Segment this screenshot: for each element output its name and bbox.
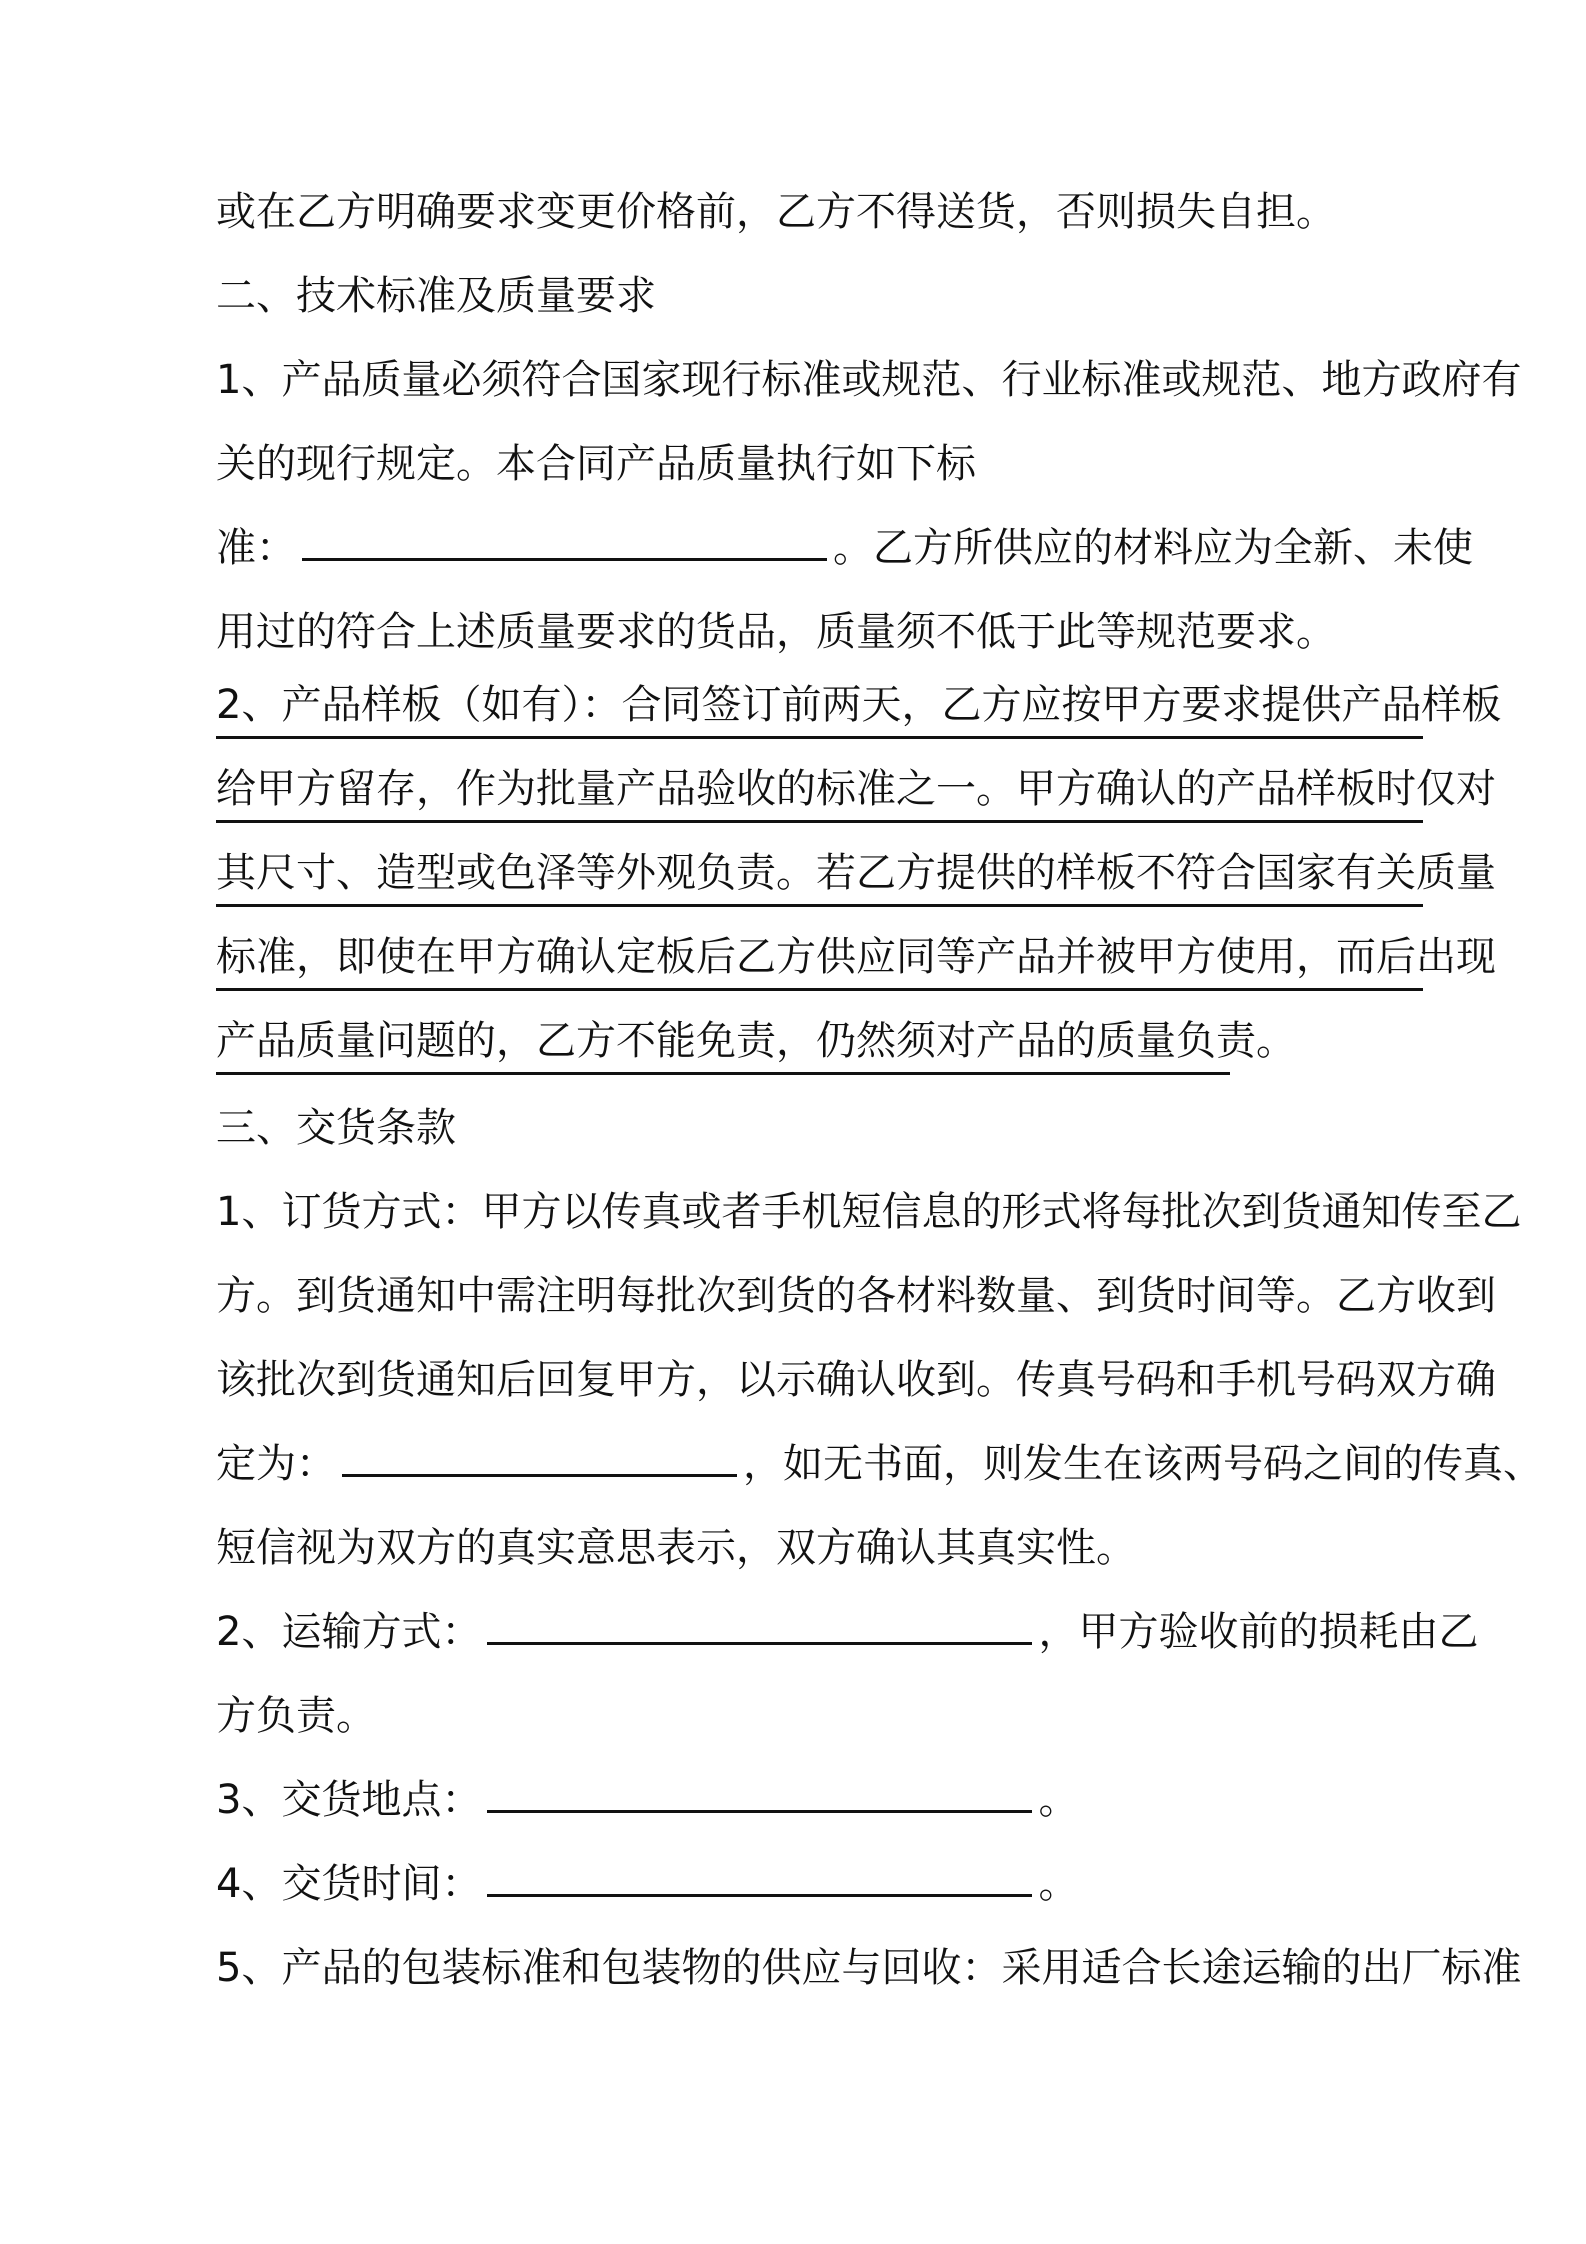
paragraph-line: 关的现行规定。本合同产品质量执行如下标 (216, 441, 976, 487)
paragraph-line: 用过的符合上述质量要求的货品，质量须不低于此等规范要求。 (216, 609, 1336, 655)
paragraph-line: 1、订货方式：甲方以传真或者手机短信息的形式将每批次到货通知传至乙 (216, 1189, 1522, 1235)
delivery-place-blank-field[interactable] (487, 1758, 1032, 1813)
delivery-time-blank-field[interactable] (487, 1842, 1032, 1897)
label: 定为： (216, 1441, 336, 1487)
paragraph-line: 或在乙方明确要求变更价格前，乙方不得送货，否则损失自担。 (216, 189, 1336, 235)
paragraph-line: 5、产品的包装标准和包装物的供应与回收：采用适合长途运输的出厂标准 (216, 1945, 1522, 1991)
underlined-line: 给甲方留存，作为批量产品验收的标准之一。甲方确认的产品样板时仅对 (216, 758, 1423, 823)
text: ，甲方验收前的损耗由乙 (1038, 1609, 1479, 1655)
underlined-line: 标准，即使在甲方确认定板后乙方供应同等产品并被甲方使用，而后出现 (216, 926, 1423, 991)
paragraph-line: 方负责。 (216, 1693, 376, 1739)
label: 3、交货地点： (216, 1777, 482, 1823)
paragraph-line (216, 1590, 1478, 1674)
text: 。 (1038, 1861, 1079, 1907)
paragraph-line (216, 1422, 1543, 1506)
label: 4、交货时间： (216, 1861, 482, 1907)
text: 。 (1038, 1777, 1079, 1823)
paragraph-line (216, 1842, 1078, 1926)
paragraph-line (216, 1758, 1078, 1842)
section-heading: 三、交货条款 (216, 1105, 456, 1151)
underlined-line: 其尺寸、造型或色泽等外观负责。若乙方提供的样板不符合国家有关质量 (216, 842, 1423, 907)
transport-blank-field[interactable] (487, 1590, 1032, 1645)
underlined-line: 2、产品样板（如有）：合同签订前两天，乙方应按甲方要求提供产品样板 (216, 674, 1423, 739)
fax-phone-blank-field[interactable] (342, 1422, 737, 1477)
paragraph-line: 方。到货通知中需注明每批次到货的各材料数量、到货时间等。乙方收到 (216, 1273, 1496, 1319)
paragraph-line: 该批次到货通知后回复甲方，以示确认收到。传真号码和手机号码双方确 (216, 1357, 1496, 1403)
text: ，如无书面，则发生在该两号码之间的传真、 (743, 1441, 1543, 1487)
label: 准： (216, 525, 296, 571)
underlined-line: 产品质量问题的，乙方不能免责，仍然须对产品的质量负责。 (216, 1010, 1230, 1075)
text: 。乙方所供应的材料应为全新、未使 (833, 525, 1473, 571)
paragraph-line: 1、产品质量必须符合国家现行标准或规范、行业标准或规范、地方政府有 (216, 357, 1522, 403)
section-heading: 二、技术标准及质量要求 (216, 273, 656, 319)
paragraph-line (216, 506, 1473, 590)
label: 2、运输方式： (216, 1609, 482, 1655)
standard-blank-field[interactable] (302, 506, 827, 561)
paragraph-line: 短信视为双方的真实意思表示，双方确认其真实性。 (216, 1525, 1136, 1571)
